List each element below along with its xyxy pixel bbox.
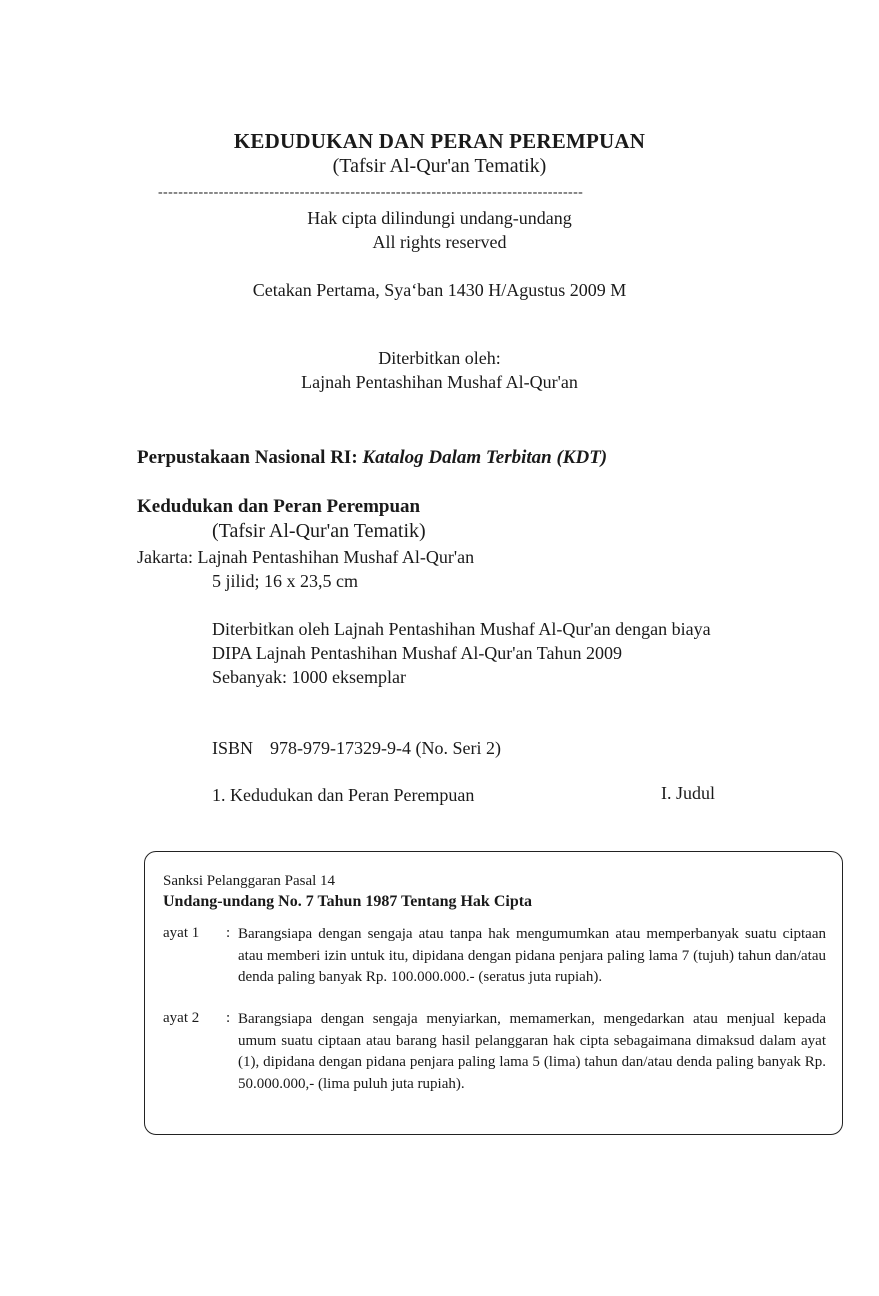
book-subtitle-heading: (Tafsir Al-Qur'an Tematik) <box>332 155 547 177</box>
isbn-line <box>212 736 501 760</box>
ayat-1-colon: : <box>226 925 231 941</box>
dashed-separator: ------------------------------------------------------------------------------------ <box>158 185 584 200</box>
isbn-label: ISBN <box>212 738 254 758</box>
edition-line: Cetakan Pertama, Sya‘ban 1430 H/Agustus 2009 M <box>252 280 627 300</box>
catalog-physical-description: 5 jilid; 16 x 23,5 cm <box>212 571 358 591</box>
publisher-label: Diterbitkan oleh: <box>378 348 501 368</box>
funding-line-2: DIPA Lajnah Pentashihan Mushaf Al-Qur'an Tahun 2009 <box>212 643 622 663</box>
kdt-heading-prefix: Perpustakaan Nasional RI: <box>137 447 358 468</box>
ayat-1-label: ayat 1 <box>163 925 200 941</box>
catalog-book-title: Kedudukan dan Peran Perempuan <box>137 496 421 517</box>
copies-count: Sebanyak: 1000 eksemplar <box>212 667 406 687</box>
title-entry: I. Judul <box>661 783 715 803</box>
ayat-2-colon: : <box>226 1010 231 1026</box>
rights-reserved: All rights reserved <box>372 232 507 252</box>
isbn-value: 978-979-17329-9-4 (No. Seri 2) <box>270 738 501 758</box>
copyright-notice: Hak cipta dilindungi undang-undang <box>307 208 572 228</box>
subject-entry: 1. Kedudukan dan Peran Perempuan <box>212 785 475 805</box>
funding-line-1: Diterbitkan oleh Lajnah Pentashihan Mushaf Al-Qur'an dengan biaya <box>212 619 711 639</box>
ayat-2-text: Barangsiapa dengan sengaja menyiarkan, memamerkan, mengedarkan atau menjual kepada umum suatu ciptaan atau barang hasil pelanggaran hak cipta sebagaimana dimaksud dalam ayat (1), dipidana dengan pidana penjara paling lama 5 (lima) tahun dan/atau denda paling banyak Rp. 50.000.000,- (lima puluh juta rupiah). <box>238 1011 826 1092</box>
publisher-name: Lajnah Pentashihan Mushaf Al-Qur'an <box>301 372 578 392</box>
ayat-2-label: ayat 2 <box>163 1010 200 1026</box>
kdt-heading <box>137 447 607 469</box>
ayat-1-text: Barangsiapa dengan sengaja atau tanpa hak mengumumkan atau memperbanyak suatu ciptaan atau memberi izin untuk itu, dipidana dengan pidana penjara paling lama 7 (tujuh) tahun dan/atau denda paling banyak Rp. 100.000.000.- (seratus juta rupiah). <box>238 926 826 985</box>
sanction-heading: Sanksi Pelanggaran Pasal 14 <box>163 873 336 889</box>
law-title: Undang-undang No. 7 Tahun 1987 Tentang Hak Cipta <box>163 893 533 910</box>
catalog-book-subtitle: (Tafsir Al-Qur'an Tematik) <box>212 520 426 542</box>
book-title-heading: KEDUDUKAN DAN PERAN PEREMPUAN <box>233 129 646 153</box>
catalog-place-publisher: Jakarta: Lajnah Pentashihan Mushaf Al-Qur'an <box>137 547 475 567</box>
kdt-heading-italic: Katalog Dalam Terbitan (KDT) <box>362 447 608 468</box>
